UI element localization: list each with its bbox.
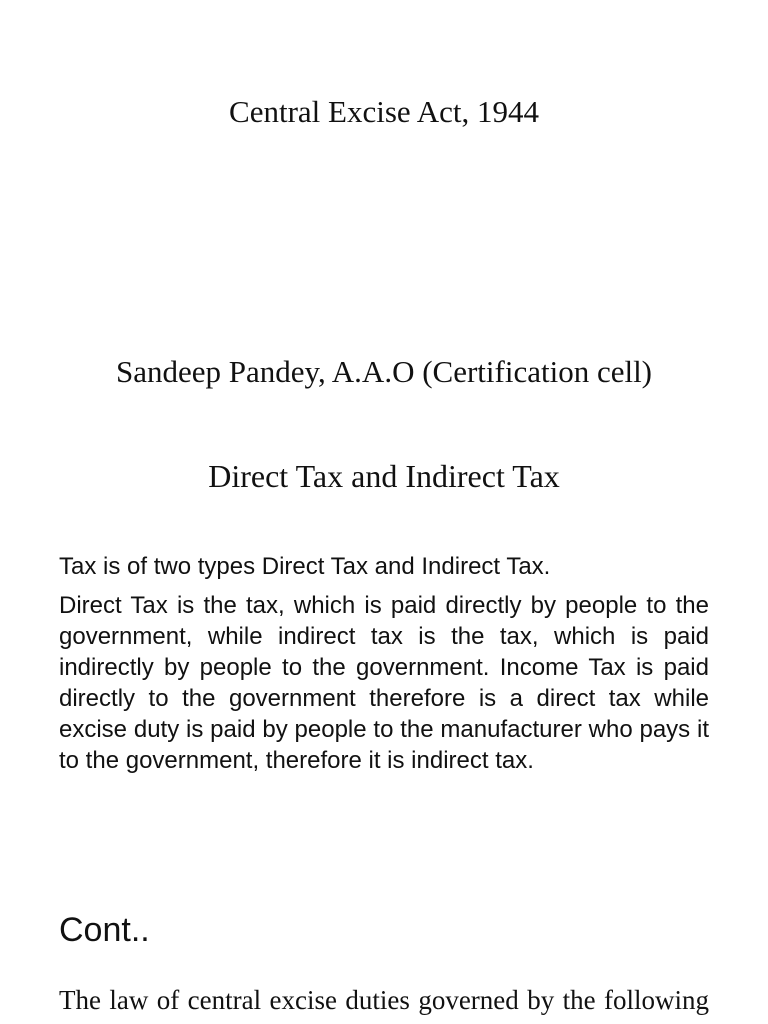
- author-line: Sandeep Pandey, A.A.O (Certification cell): [115, 354, 653, 389]
- law-paragraph: The law of central excise duties governed by the following: [59, 985, 709, 1015]
- continued-heading: Cont..: [59, 911, 150, 949]
- intro-sentence: Tax is of two types Direct Tax and Indirect Tax.: [59, 553, 551, 580]
- tax-explanation-paragraph: Direct Tax is the tax, which is paid directly by people to the government, while indirect tax is the tax, which is paid indirectly by people to the government. Income Tax is paid directly to the government therefore is a direct tax while excise duty is paid by people to the manufacturer who pays it to the government, therefore it is indirect tax.: [59, 592, 709, 774]
- section-heading-direct-indirect-tax: Direct Tax and Indirect Tax: [208, 458, 560, 494]
- document-title: Central Excise Act, 1944: [229, 94, 539, 129]
